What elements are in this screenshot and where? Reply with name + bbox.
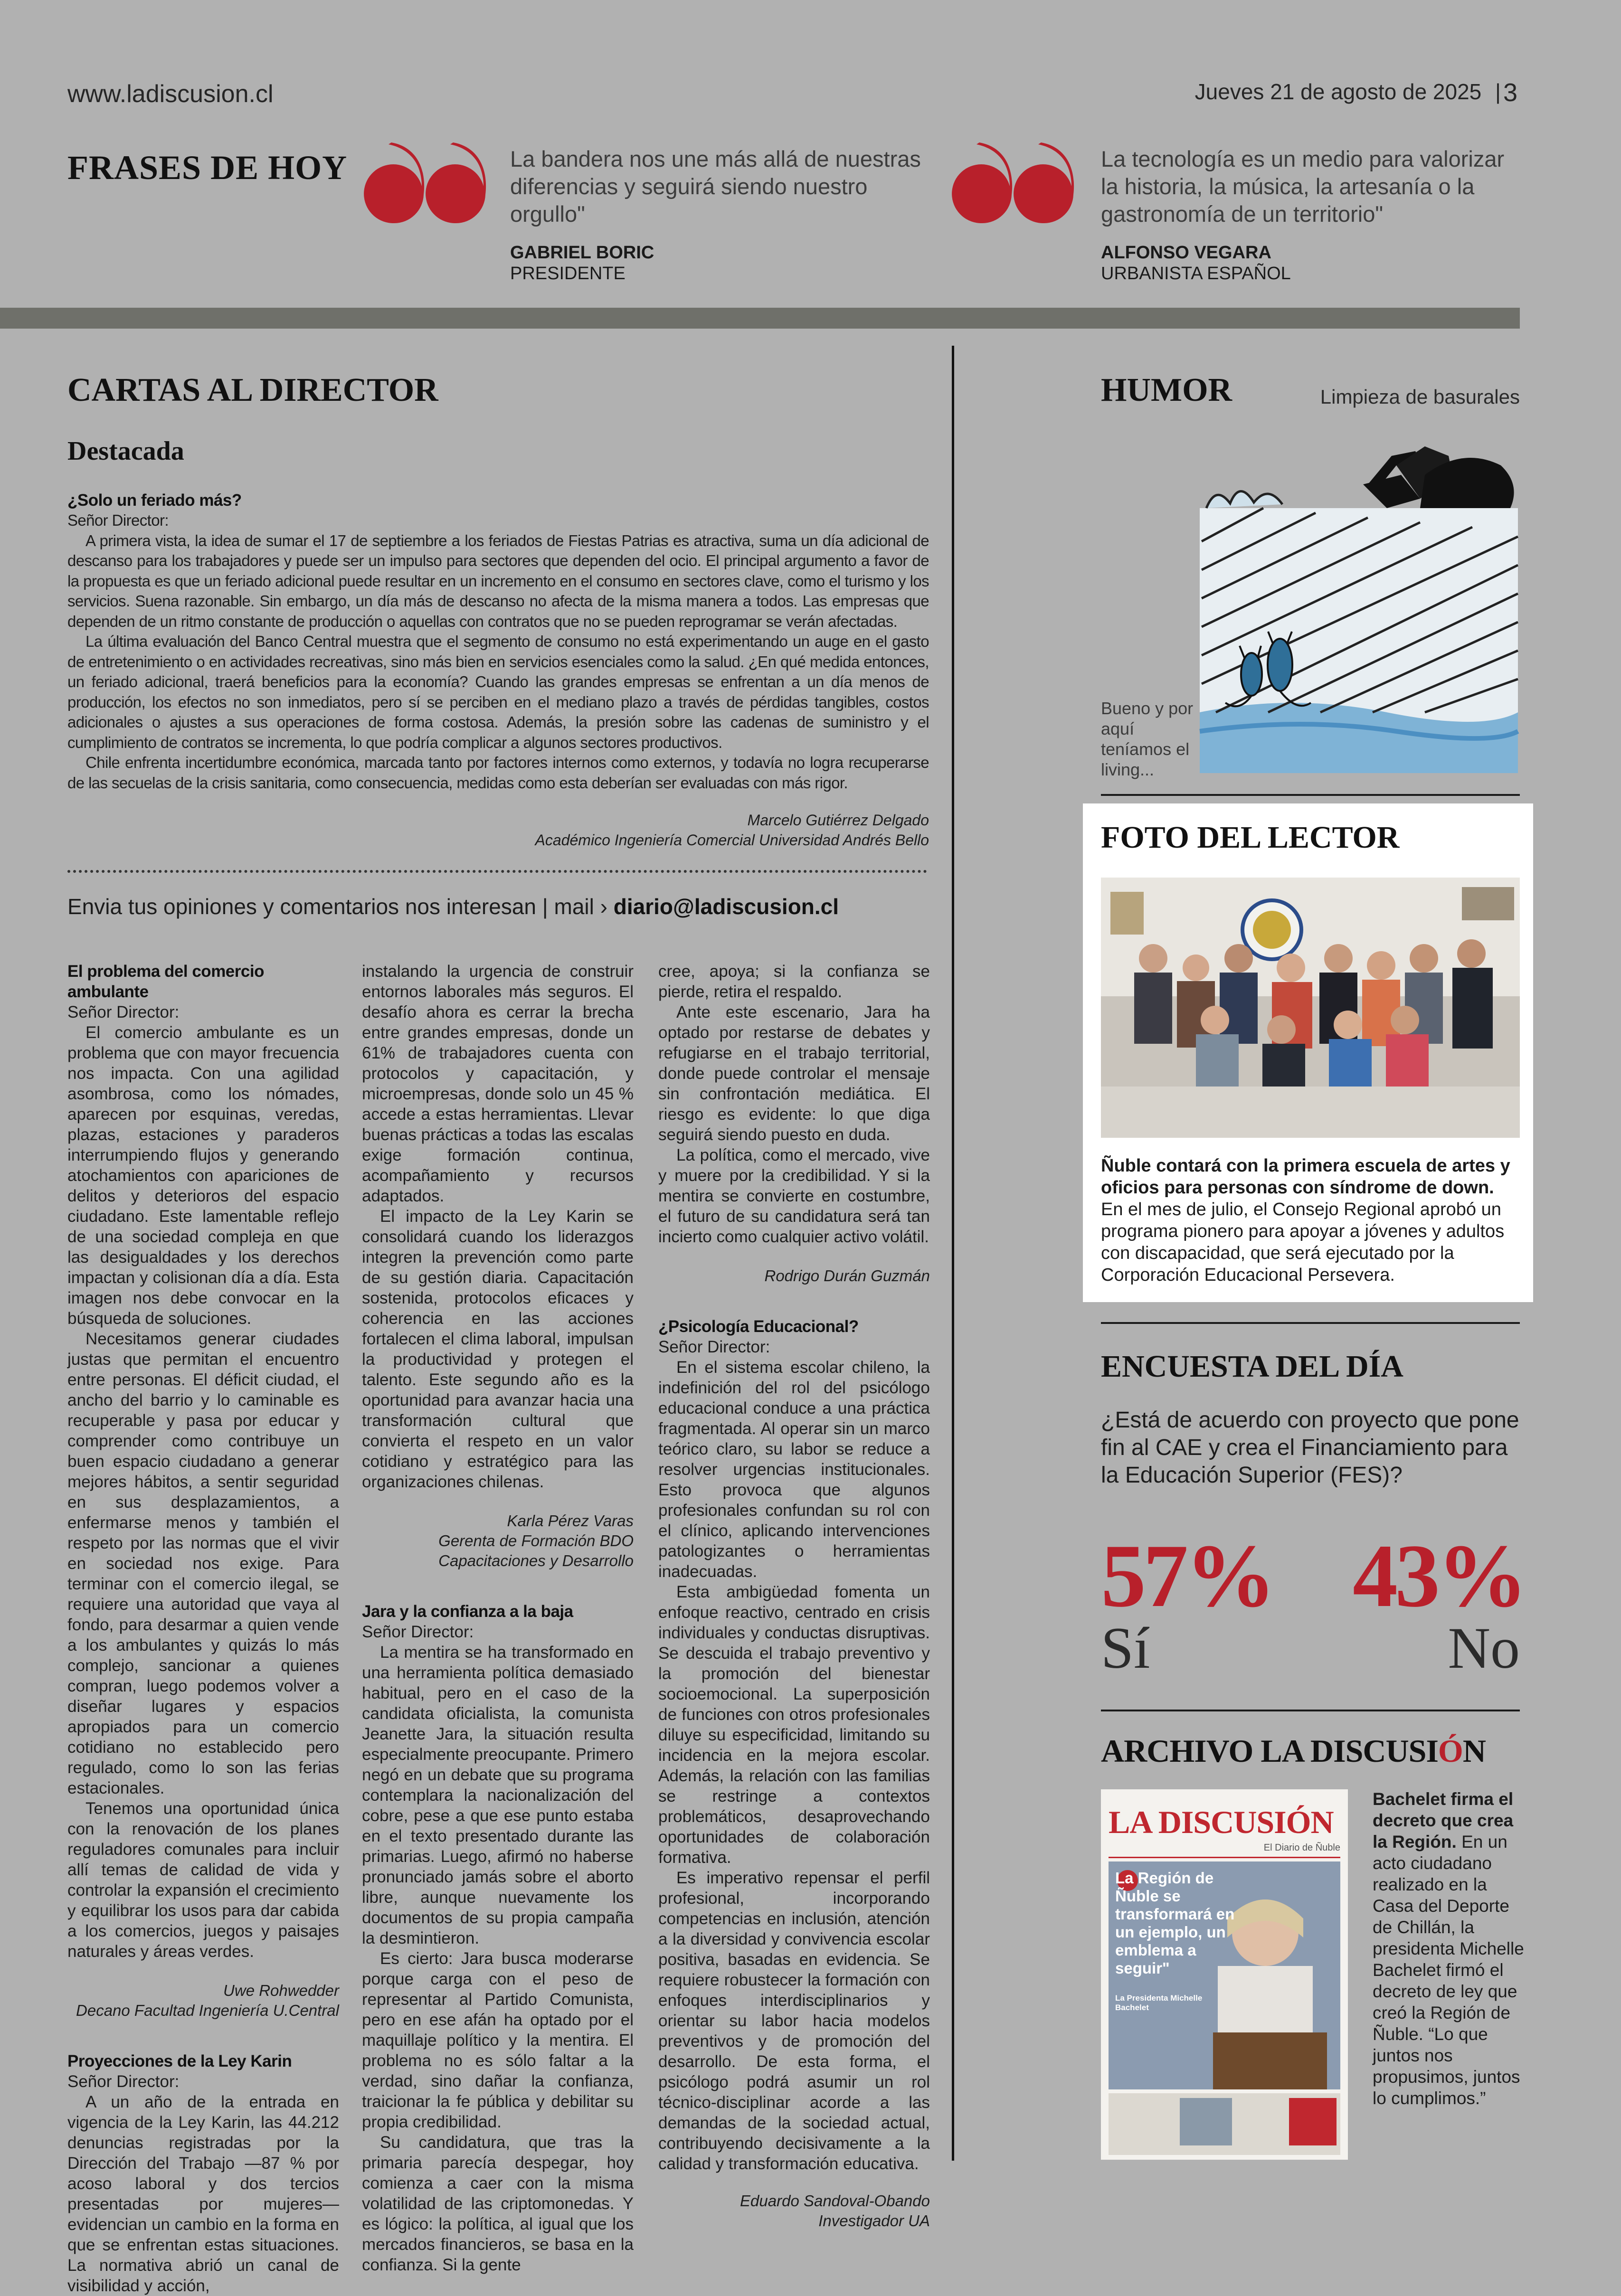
quote-mark-icon bbox=[949, 142, 1077, 223]
foto-lector-body: En el mes de julio, el Consejo Regional aprobó un programa pionero para apoyar a jóvenes y adultos con discapacidad, que será ejecutado por la Corporación Educacional Persevera. bbox=[1101, 1200, 1505, 1285]
cartoon-caption: Bueno y por aquí teníamos el living... bbox=[1101, 699, 1194, 779]
letter-salutation: Señor Director: bbox=[362, 1623, 474, 1641]
result-no-percent: 43% bbox=[1353, 1526, 1525, 1626]
humor-subtitle: Limpieza de basurales bbox=[1320, 386, 1520, 408]
page-number: 3 bbox=[1503, 78, 1518, 107]
letter-paragraph: Esta ambigüedad fomenta un enfoque reactivo, centrado en crisis individuales y conductas disruptivas. Se descuida el trabajo preventivo y la promoción del bienestar socioemocional. La superposición de funciones con otros profesionales diluye su especificidad, limitando su incidencia en la mejora escolar. Además, la relación con las familias se restringe a contextos problemáticos, desaprovechando oportunidades de colaboración formativa. bbox=[658, 1583, 930, 1867]
letter-body bbox=[658, 1337, 930, 2174]
destacada-paragraph: A primera vista, la idea de sumar el 17 de septiembre a los feriados de Fiestas Patrias es atractiva, suma un día adicional de descanso para los trabajadores y puede ser un impulso para sectores que dependen del ocio. El principal argumento a favor de la propuesta es que un feriado adicional puede resultar en un incremento en el consumo en sectores clave, como el turismo y los servicios. Suena razonable. Sin embargo, un día más de descanso no afecta de la misma manera a todos. Las empresas que dependen de un ritmo constante de producción o aquellas con contratos que no se pueden reprogramar se verán afectadas. bbox=[67, 531, 929, 630]
archivo-text bbox=[1373, 1788, 1525, 2109]
letter-paragraph: El comercio ambulante es un problema que con mayor frecuencia nos impacta. Con una agilidad asombrosa, como los nómades, aparecen por esquinas, veredas, plazas, estaciones y paraderos interrumpiendo flujos y generando atochamientos con apariciones de delitos y deterioros del espacio ciudadano. Este lamentable reflejo de una sociedad compleja en que las desigualdades y los derechos impactan y colisionan día a día. Esta imagen nos debe convocar en la búsqueda de soluciones. bbox=[67, 1023, 339, 1328]
letter-paragraph: El impacto de la Ley Karin se consolidará cuando los liderazgos integren la prevención como parte de su gestión diaria. Capacitación sostenida, protocolos eficaces y coherencia en las acciones fortalecen el clima laboral, impulsan la productividad y protegen el talento. Este segundo año es la oportunidad para avanzar hacia una transformación cultural que convierta el respeto en un valor cotidiano y estratégico para las organizaciones chilenas. bbox=[362, 1207, 634, 1491]
encuesta-title: ENCUESTA DEL DÍA bbox=[1101, 1349, 1403, 1384]
date-separator: | bbox=[1495, 79, 1501, 104]
issue-date bbox=[1178, 79, 1501, 104]
letter-salutation: Señor Director: bbox=[67, 2072, 180, 2091]
archivo-title bbox=[1101, 1732, 1486, 1770]
letter-paragraph: Necesitamos generar ciudades justas que permitan el encuentro entre personas. El déficit ciudad, el ancho del barrio y lo caminable es recuperable y pasa por educar y comprender como contribuye un buen espacio ciudadano a generar mejores hábitos, a sentir seguridad en sus desplazamientos, a enfermarse menos y también el respeto por las normas que el vivir en sociedad nos exige. Para terminar con el comercio ilegal, se requiere una autoridad que vaya al fondo, para desarmar a quien vende a los ambulantes y quizás lo más complejo, sancionar a quienes compran, luego podemos volver a diseñar lugares y espacios apropiados para un comercio cotidiano no establecido pero regulado, como lo son las ferias estacionales. bbox=[67, 1330, 339, 1797]
letters-column-1 bbox=[67, 961, 339, 2296]
archivo-headline: Bachelet firma el decreto que crea la Región. bbox=[1373, 1789, 1514, 1852]
destacada-label: Destacada bbox=[67, 436, 184, 466]
cover-headline: La Región de Ñuble se transformará en un ejemplo, un emblema a seguir" bbox=[1115, 1869, 1235, 1977]
cover-tagline: El Diario de Ñuble bbox=[1263, 1842, 1340, 1853]
letter-paragraph: A un año de la entrada en vigencia de la Ley Karin, las 44.212 denuncias registradas por la Dirección del Trabajo —87 % por acoso laboral y dos tercios presentadas por mujeres— evidencian un cambio en la forma en que se enfrentan estas situaciones. La normativa abrió un canal de visibilidad y acción, bbox=[67, 2093, 340, 2295]
quote-1-text: La bandera nos une más allá de nuestras diferencias y seguirá siendo nuestro orgullo" bbox=[510, 146, 921, 227]
letter-title: Jara y la confianza a la baja bbox=[362, 1602, 573, 1621]
dotted-separator bbox=[67, 870, 927, 873]
cartoon-illustration bbox=[1197, 446, 1521, 773]
cover-bottom-strip bbox=[1109, 2093, 1340, 2155]
letter-salutation: Señor Director: bbox=[67, 1003, 180, 1021]
destacada-paragraph: Chile enfrenta incertidumbre económica, marcada tanto por factores internos como externos, y todavía no logra recuperarse de las secuelas de la crisis sanitaria, como consecuencia, medidas como esta deberían ser evaluadas con más rigor. bbox=[67, 754, 929, 792]
letter-body bbox=[362, 1622, 634, 2275]
signature-name: Eduardo Sandoval-Obando bbox=[740, 2192, 930, 2210]
destacada-body bbox=[67, 510, 929, 793]
contact-email-link[interactable]: diario@ladiscusion.cl bbox=[613, 894, 839, 919]
letter-signature bbox=[658, 2191, 930, 2231]
signature-role: Decano Facultad Ingeniería U.Central bbox=[76, 2002, 339, 2019]
signature-role: Gerenta de Formación BDO bbox=[438, 1532, 634, 1550]
result-yes-label: Sí bbox=[1101, 1616, 1150, 1681]
contact-text: Envia tus opiniones y comentarios nos interesan | mail › bbox=[67, 894, 614, 919]
signature-name: Karla Pérez Varas bbox=[507, 1512, 634, 1530]
letter-title: ¿Psicología Educacional? bbox=[658, 1317, 859, 1336]
site-url[interactable]: www.ladiscusion.cl bbox=[67, 80, 274, 108]
letter-body bbox=[658, 961, 930, 1247]
frases-title: FRASES DE HOY bbox=[67, 149, 348, 187]
letter-signature bbox=[362, 1511, 634, 1571]
letter-title: Proyecciones de la Ley Karin bbox=[67, 2052, 292, 2070]
foto-lector-headline: Ñuble contará con la primera escuela de artes y oficios para personas con síndrome de down. bbox=[1101, 1156, 1510, 1198]
result-yes-percent: 57% bbox=[1101, 1526, 1273, 1626]
humor-title: HUMOR bbox=[1101, 372, 1232, 408]
letter-paragraph: La mentira se ha transformado en una herramienta política demasiado habitual, pero en el caso de la candidata oficialista, la comunista Jeanette Jara, la situación resulta especialmente preocupante. Primero negó en un debate que su programa contemplara la nacionalización del cobre, pese a que ese punto estaba en el texto presentado durante las primarias. Luego, afirmó no haberse pronunciado jamás sobre el aborto libre, aunque nuevamente los documentos de su propia campaña la desmintieron. bbox=[362, 1643, 634, 1947]
quote-mark-icon bbox=[361, 142, 489, 223]
quote-1-role: PRESIDENTE bbox=[510, 264, 626, 283]
cover-rule bbox=[1109, 1857, 1340, 1858]
archivo-title-main: ARCHIVO LA DISCUSI bbox=[1101, 1733, 1438, 1769]
signature-name: Uwe Rohwedder bbox=[223, 1982, 339, 1999]
signature-role: Académico Ingeniería Comercial Universidad Andrés Bello bbox=[535, 831, 929, 849]
destacada-signature bbox=[67, 810, 929, 850]
letter-paragraph: instalando la urgencia de construir entornos laborales más seguros. El desafío ahora es cerrar la brecha entre grandes empresas, donde un 61% de trabajadores cuenta con protocolos y capacitación, y microempresas, donde solo un 45 % accede a estas herramientas. Llevar buenas prácticas a todas las escalas exige formación continua, acompañamiento y recursos adaptados. bbox=[362, 962, 634, 1205]
letters-column-2 bbox=[362, 961, 634, 2275]
contact-line bbox=[67, 894, 839, 919]
letter-body bbox=[362, 961, 634, 1492]
column-rule bbox=[952, 346, 954, 2161]
letter-paragraph: Su candidatura, que tras la primaria parecía despegar, hoy comienza a caer con la misma volatilidad de las criptomonedas. Y es lógico: la política, al igual que los mercados financieros, se basa en la confianza. Si la gente bbox=[362, 2133, 634, 2274]
archivo-title-accent: Ó bbox=[1438, 1733, 1463, 1769]
quote-2-role: URBANISTA ESPAÑOL bbox=[1101, 264, 1291, 283]
quote-2-text: La tecnología es un medio para valorizar la historia, la música, la artesanía o la gastronomía de un territorio" bbox=[1101, 146, 1505, 227]
archivo-body: En un acto ciudadano realizado en la Casa del Deporte de Chillán, la presidenta Michelle Bachelet firmó el decreto de ley que creó la Región de Ñuble. “Lo que juntos nos propusimos, juntos lo cumplimos.” bbox=[1373, 1832, 1524, 2108]
archive-front-page bbox=[1101, 1789, 1348, 2160]
letter-signature bbox=[67, 1981, 339, 2021]
header-divider bbox=[0, 308, 1520, 329]
quote-1-author bbox=[510, 242, 654, 284]
section-rule bbox=[1101, 1710, 1520, 1711]
letter-body bbox=[67, 1002, 339, 1962]
letters-column-3 bbox=[658, 961, 930, 2231]
signature-role: Investigador UA bbox=[818, 2212, 930, 2230]
cover-subheadline: La Presidenta Michelle Bachelet bbox=[1115, 1994, 1203, 2012]
quote-2-author bbox=[1101, 242, 1291, 284]
result-no-label: No bbox=[1448, 1616, 1520, 1681]
foto-lector-title: FOTO DEL LECTOR bbox=[1101, 820, 1400, 855]
letter-paragraph: Es imperativo repensar el perfil profesional, incorporando competencias en inclusión, atención a la diversidad y convivencia escolar positiva, basadas en evidencia. Se requiere robustecer la formación con enfoques interdisciplinarios y orientar su labor hacia modelos preventivos y de promoción del desarrollo. De esta forma, el psicólogo podrá asumir un rol técnico-disciplinar acorde a las demandas de la sociedad actual, contribuyendo decisivamente a la calidad y transformación educativa. bbox=[658, 1869, 930, 2173]
destacada-headline: ¿Solo un feriado más? bbox=[67, 491, 242, 510]
destacada-paragraph: La última evaluación del Banco Central muestra que el segmento de consumo no está experimentando un auge en el gasto de entretenimiento o en actividades recreativas, sino más bien en servicios esenciales como la salud. ¿En qué medida entonces, un feriado adicional, traerá beneficios para la economía? Cuando las grandes empresas se enfrentan a un día menos de producción, los efectos no son inmediatos, pero sí se perciben en el mediano plazo a través de pérdidas tangibles, costos adicionales o ajustes a sus operaciones de forma costosa. Además, la presión sobre las cadenas de suministro y el cumplimiento de contratos se incrementa, lo que podría complicar a algunos sectores productivos. bbox=[67, 633, 929, 751]
section-rule bbox=[1101, 1322, 1520, 1324]
foto-lector-text bbox=[1101, 1155, 1519, 1286]
date-text: Jueves 21 de agosto de 2025 bbox=[1194, 79, 1482, 104]
letter-body bbox=[67, 2071, 339, 2296]
letter-paragraph: Tenemos una oportunidad única con la renovación de los planes reguladores comunales para incluir allí temas de calidad de vida y controlar la expansión el crecimiento y equilibrar los usos para dar cabida a los comercios, juegos y paisajes naturales y áreas verdes. bbox=[67, 1799, 339, 1961]
letter-paragraph: cree, apoya; si la confianza se pierde, retira el respaldo. bbox=[658, 962, 930, 1001]
letter-paragraph: En el sistema escolar chileno, la indefinición del rol del psicólogo educacional conduce a una práctica fragmentada. Al operar sin un marco teórico claro, su labor se reduce a resolver urgencias institucionales. Esto provoca que algunos profesionales confundan su rol con el clínico, aplicando intervenciones patologizantes o herramientas inadecuadas. bbox=[658, 1358, 930, 1581]
letter-paragraph: La política, como el mercado, vive y muere por la credibilidad. Y si la mentira se convierte en costumbre, el futuro de su candidatura será tan incierto como cualquier activo volátil. bbox=[658, 1146, 930, 1246]
group-photo bbox=[1101, 878, 1520, 1138]
letter-title: El problema del comercio ambulante bbox=[67, 962, 264, 1001]
letter-paragraph: Es cierto: Jara busca moderarse porque carga con el peso de representar al Partido Comunista, pero en ese afán ha optado por el maquillaje político y la mentira. El problema no es sólo faltar a la verdad, sino dañar la confianza, traicionar la fe pública y debilitar su propia credibilidad. bbox=[362, 1949, 634, 2131]
letter-paragraph: Ante este escenario, Jara ha optado por restarse de debates y refugiarse en el trabajo territorial, donde puede controlar el mensaje sin confrontación mediática. El riesgo es evidente: lo que diga seguirá siendo puesto en duda. bbox=[658, 1003, 930, 1144]
destacada-salutation: Señor Director: bbox=[67, 511, 169, 529]
cartas-title: CARTAS AL DIRECTOR bbox=[67, 372, 438, 408]
signature-name: Marcelo Gutiérrez Delgado bbox=[747, 812, 929, 829]
quote-2-name: ALFONSO VEGARA bbox=[1101, 243, 1271, 263]
destacada-letter bbox=[67, 490, 929, 850]
cover-masthead: LA DISCUSIÓN bbox=[1109, 1804, 1334, 1840]
section-rule bbox=[1101, 794, 1520, 796]
cover-thumb bbox=[1289, 2098, 1337, 2145]
cover-thumb bbox=[1180, 2098, 1232, 2145]
letter-signature bbox=[658, 1266, 930, 1286]
signature-role: Capacitaciones y Desarrollo bbox=[438, 1552, 634, 1569]
archivo-title-end: N bbox=[1462, 1733, 1486, 1769]
letter-salutation: Señor Director: bbox=[658, 1338, 770, 1356]
quote-1-name: GABRIEL BORIC bbox=[510, 243, 654, 263]
signature-name: Rodrigo Durán Guzmán bbox=[764, 1267, 930, 1285]
encuesta-question: ¿Está de acuerdo con proyecto que pone fin al CAE y crea el Financiamiento para la Educación Superior (FES)? bbox=[1101, 1408, 1519, 1488]
